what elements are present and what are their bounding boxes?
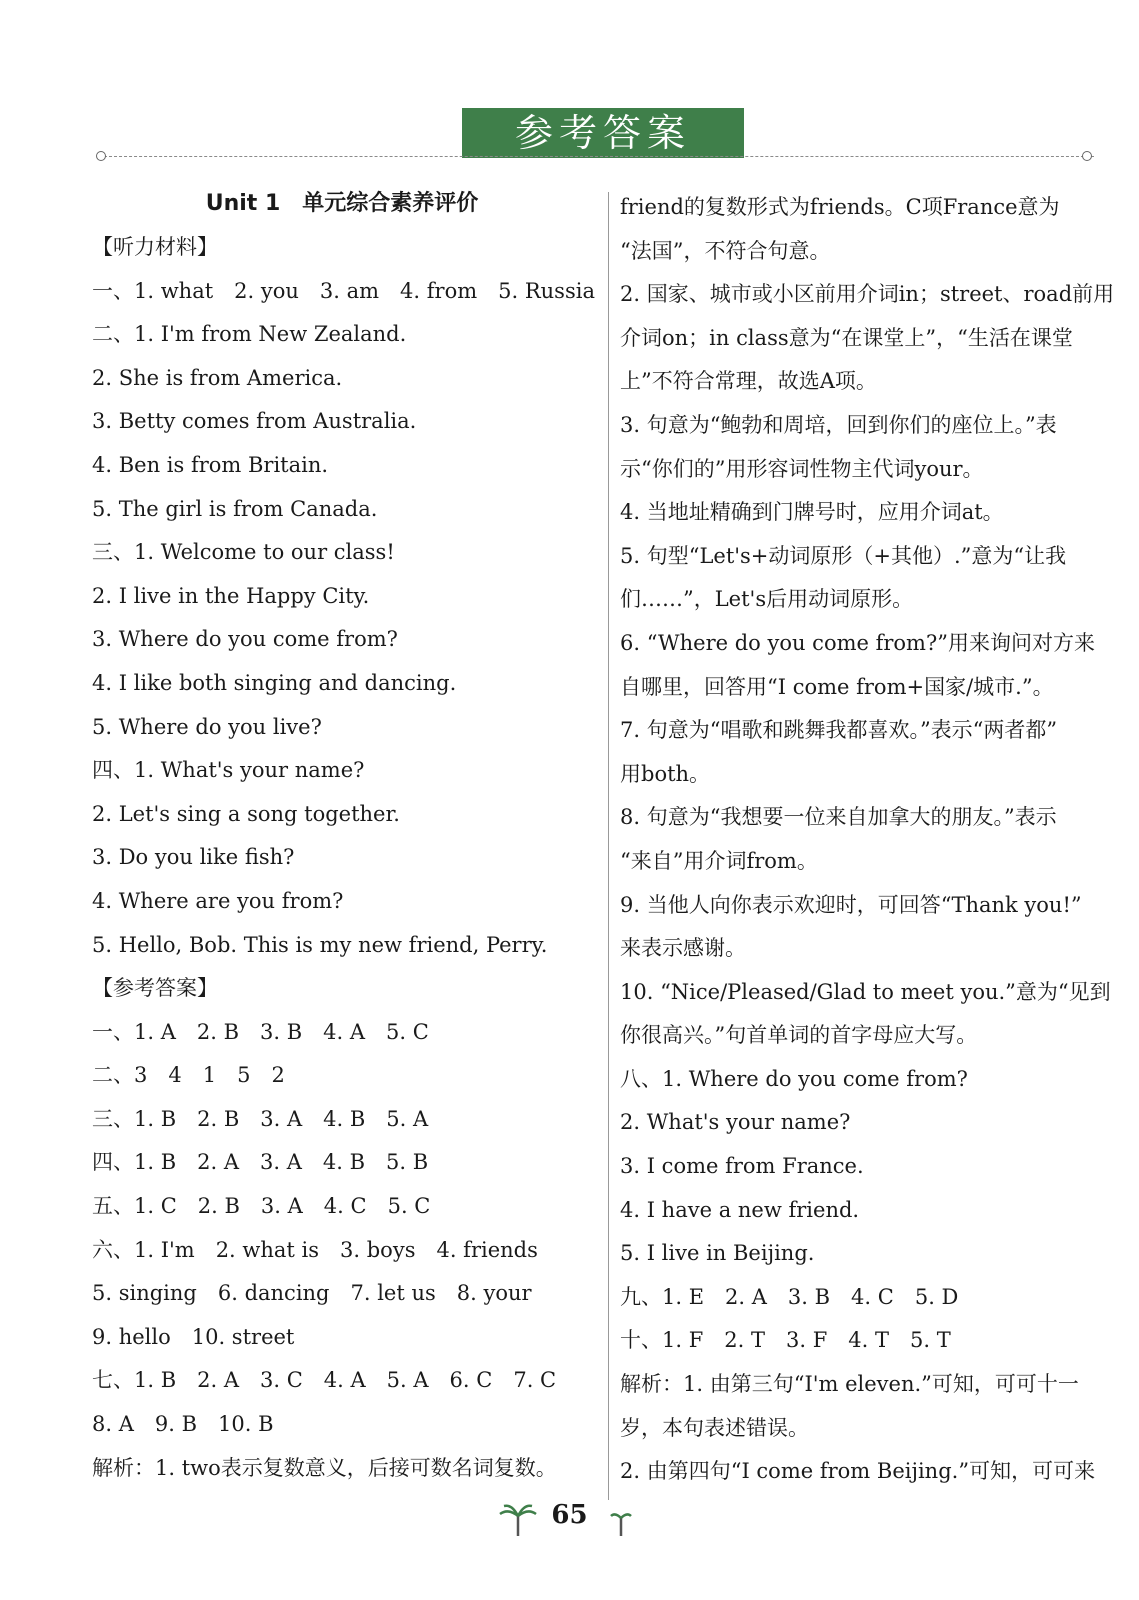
answer-line: 五、1. C 2. B 3. A 4. C 5. C xyxy=(92,1194,431,1219)
answer-line: 2. I live in the Happy City. xyxy=(92,583,370,608)
answer-line: 3. Betty comes from Australia. xyxy=(92,409,417,434)
answer-line: 3. Where do you come from? xyxy=(92,627,398,652)
answer-line: 四、1. What's your name? xyxy=(92,758,365,783)
answer-line: 用both。 xyxy=(620,761,711,786)
answer-line: 2. Let's sing a song together. xyxy=(92,801,400,826)
answer-line: 5. The girl is from Canada. xyxy=(92,496,378,521)
answer-line: friend的复数形式为friends。C项France意为 xyxy=(620,195,1060,219)
answer-line: 2. 国家、城市或小区前用介词in；street、road前用 xyxy=(620,282,1115,307)
answer-line: 二、1. I'm from New Zealand. xyxy=(92,322,407,347)
answer-line: 4. Where are you from? xyxy=(92,888,344,913)
answer-line: 你很高兴。”句首单词的首字母应大写。 xyxy=(620,1023,978,1048)
unit-title: Unit 1 单元综合素养评价 xyxy=(205,191,479,216)
header-divider xyxy=(104,156,1094,157)
answer-line: 示“你们的”用形容词性物主代词your。 xyxy=(620,456,984,481)
answer-line: 10. “Nice/Pleased/Glad to meet you.”意为“见到 xyxy=(620,979,1111,1004)
left-column xyxy=(92,186,595,1490)
divider-end-right xyxy=(1082,151,1092,161)
answer-line: 5. Hello, Bob. This is my new friend, Perry. xyxy=(92,932,548,957)
answer-line: 9. hello 10. street xyxy=(92,1324,295,1349)
answer-line: 四、1. B 2. A 3. A 4. B 5. B xyxy=(92,1150,429,1175)
answer-line: 解析：1. 由第三句“I'm eleven.”可知，可可十一 xyxy=(620,1372,1079,1397)
answer-line: 6. “Where do you come from?”用来询问对方来 xyxy=(620,630,1095,655)
answer-line: 七、1. B 2. A 3. C 4. A 5. A 6. C 7. C xyxy=(92,1368,557,1393)
answer-line: 4. I have a new friend. xyxy=(620,1197,860,1222)
answer-line: 九、1. E 2. A 3. B 4. C 5. D xyxy=(620,1284,959,1309)
answer-line: 一、1. what 2. you 3. am 4. from 5. Russia xyxy=(92,278,595,303)
answer-line: 岁，本句表述错误。 xyxy=(620,1415,809,1440)
banner-title: 参考答案 xyxy=(514,111,691,155)
answer-line: 3. I come from France. xyxy=(620,1154,864,1179)
answer-line: 来表示感谢。 xyxy=(620,936,746,961)
column-divider xyxy=(608,192,609,1500)
answer-line: 二、3 4 1 5 2 xyxy=(92,1063,285,1088)
answer-line: 3. Do you like fish? xyxy=(92,845,295,870)
answer-line: 9. 当他人向你表示欢迎时，可回答“Thank you!” xyxy=(620,892,1082,917)
answer-line: 5. singing 6. dancing 7. let us 8. your xyxy=(92,1281,532,1306)
answer-line: 7. 句意为“唱歌和跳舞我都喜欢。”表示“两者都” xyxy=(620,718,1058,743)
answer-line: 三、1. Welcome to our class! xyxy=(92,540,395,565)
answer-line: 4. 当地址精确到门牌号时，应用介词at。 xyxy=(620,500,1004,525)
answer-line: 一、1. A 2. B 3. B 4. A 5. C xyxy=(92,1019,429,1044)
page-footer xyxy=(0,1495,1139,1535)
palm-tree-icon xyxy=(498,1502,538,1536)
palm-tree-icon xyxy=(601,1502,641,1536)
answer-line: 2. 由第四句“I come from Beijing.”可知，可可来 xyxy=(620,1459,1096,1484)
divider-end-left xyxy=(96,151,106,161)
answer-line: 3. 句意为“鲍勃和周培，回到你们的座位上。”表 xyxy=(620,412,1057,437)
answer-line: 5. 句型“Let's+动词原形（+其他）.”意为“让我 xyxy=(620,543,1067,568)
answer-line: 八、1. Where do you come from? xyxy=(620,1066,968,1091)
answer-line: 8. 句意为“我想要一位来自加拿大的朋友。”表示 xyxy=(620,805,1057,830)
answer-line: 5. Where do you live? xyxy=(92,714,322,739)
answer-line: 5. I live in Beijing. xyxy=(620,1241,815,1266)
answer-line: 【参考答案】 xyxy=(92,976,218,1001)
answer-line: 三、1. B 2. B 3. A 4. B 5. A xyxy=(92,1106,429,1131)
answer-line: 【听力材料】 xyxy=(92,235,218,259)
answer-line: 六、1. I'm 2. what is 3. boys 4. friends xyxy=(92,1237,538,1262)
answer-line: 4. I like both singing and dancing. xyxy=(92,670,457,695)
answer-line: 4. Ben is from Britain. xyxy=(92,452,329,477)
answer-line: “法国”，不符合句意。 xyxy=(620,238,831,263)
answer-line: 8. A 9. B 10. B xyxy=(92,1412,274,1437)
answer-line: 十、1. F 2. T 3. F 4. T 5. T xyxy=(620,1328,951,1353)
answer-line: 自哪里，回答用“I come from+国家/城市.”。 xyxy=(620,674,1054,699)
answer-line: 2. She is from America. xyxy=(92,365,343,390)
answer-line: 上”不符合常理，故选A项。 xyxy=(620,369,877,394)
answer-line: 2. What's your name? xyxy=(620,1110,851,1135)
answer-line: “来自”用介词from。 xyxy=(620,848,818,873)
page-number: 65 xyxy=(551,1500,588,1530)
left-lines xyxy=(92,226,595,1490)
answer-line: 解析：1. two表示复数意义，后接可数名词复数。 xyxy=(92,1455,557,1480)
answer-line: 介词on；in class意为“在课堂上”，“生活在课堂 xyxy=(620,325,1073,350)
right-column xyxy=(620,186,1120,1494)
answer-key-banner xyxy=(462,108,744,158)
right-lines xyxy=(620,186,1120,1494)
answer-line: 们……”，Let's后用动词原形。 xyxy=(620,587,914,612)
